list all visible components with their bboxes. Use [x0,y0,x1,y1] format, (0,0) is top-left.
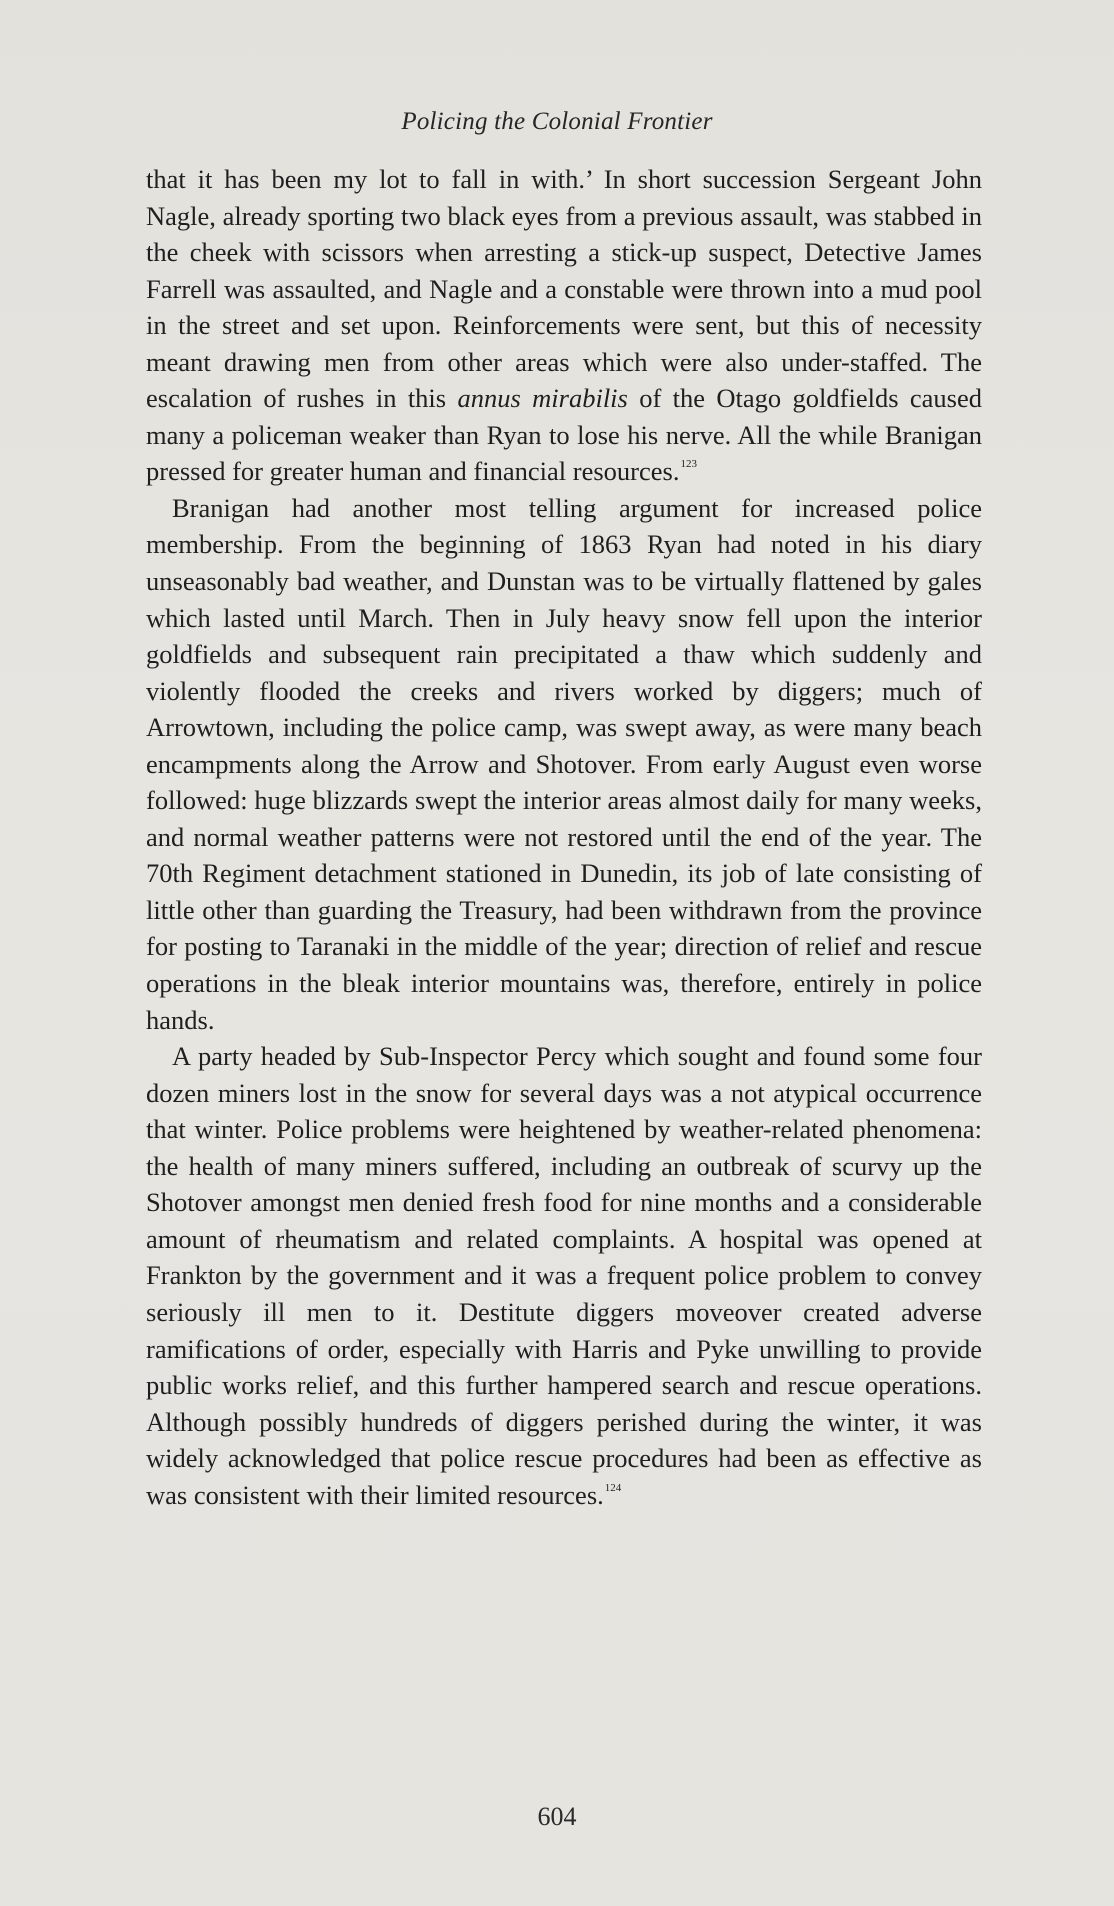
text-run: Branigan had another most telling argument for increased police membership. From the beginning of 1863 Ryan had noted in his diary unseasonably bad weather, and Dunstan was to be virtually flattened by gales which lasted until March. Then in July heavy snow fell upon the interior goldfields and subsequent rain precipitated a thaw which suddenly and violently flooded the creeks and rivers worked by diggers; much of Arrowtown, including the police camp, was swept away, as were many beach encampments along the Arrow and Shotover. From early August even worse followed: huge blizzards swept the interior areas almost daily for many weeks, and normal weather patterns were not restored until the end of the year. The 70th Regiment detachment stationed in Dunedin, its job of late consisting of little other than guarding the Treasury, had been withdrawn from the province for posting to Taranaki in the middle of the year; direction of relief and rescue operations in the bleak interior mountains was, therefore, entirely in police hands. [146,492,982,1035]
text-run: that it has been my lot to fall in with.’ In short succession Sergeant John Nagle, already sporting two black eyes from a previous assault, was stabbed in the cheek with scissors when arresting a stick-up suspect, Detective James Farrell was assaulted, and Nagle and a constable were thrown into a mud pool in the street and set upon. Reinforcements were sent, but this of necessity meant drawing men from other areas which were also under-staffed. The escalation of rushes in this [146,164,982,414]
paragraph [146,490,982,1038]
paragraph [146,161,982,490]
footnote-ref: 123 [680,458,697,471]
italic-phrase: annus mirabilis [457,383,628,414]
body-text [146,161,982,1513]
running-head: Policing the Colonial Frontier [401,108,713,135]
page-number: 604 [537,1802,577,1831]
text-run: A party headed by Sub-Inspector Percy which sought and found some four dozen miners lost in the snow for several days was a not atypical occurrence that winter. Police problems were heightened by weather-related phenomena: the health of many miners suffered, including an outbreak of scurvy up the Shotover amongst men denied fresh food for nine months and a considerable amount of rheumatism and related complaints. A hospital was opened at Frankton by the government and it was a frequent police problem to convey seriously ill men to it. Destitute diggers moveover created adverse ramifications of order, especially with Harris and Pyke unwilling to provide public works relief, and this further hampered search and rescue operations. Although possibly hundreds of diggers perished during the winter, it was widely acknowledged that police rescue procedures had been as effective as was consistent with their limited resources. [146,1041,982,1510]
footnote-ref: 124 [604,1481,622,1494]
paragraph [146,1038,982,1513]
text-run: of the Otago goldfields caused many a policeman weaker than Ryan to lose his nerve. All the while Branigan pressed for greater human and financial resources. [146,383,983,487]
